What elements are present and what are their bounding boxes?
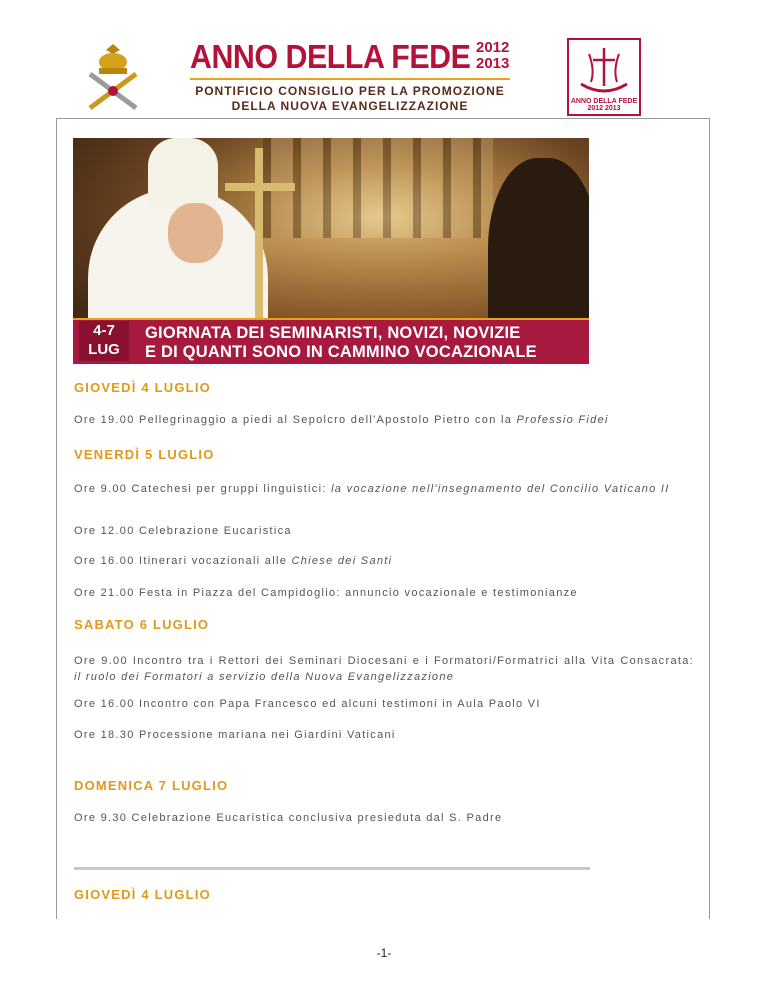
day-heading: VENERDÌ 5 LUGLIO <box>74 447 215 462</box>
day-heading: DOMENICA 7 LUGLIO <box>74 778 229 793</box>
subtitle-line-1: PONTIFICIO CONSIGLIO PER LA PROMOZIONE <box>195 84 505 98</box>
item-text: Ore 9.00 Incontro tra i Rettori dei Seminari Diocesani e i Formatori/Formatrici alla Vita Consacrata: <box>74 655 694 667</box>
pastoral-cross-bar <box>225 183 295 191</box>
day-heading: GIOVEDÌ 4 LUGLIO <box>74 380 211 395</box>
year-range <box>476 40 509 72</box>
title-divider <box>190 78 510 80</box>
year-end: 2013 <box>476 55 510 72</box>
section-divider <box>74 867 590 870</box>
item-text: Ore 18.30 Processione mariana nei Giardini Vaticani <box>74 729 396 741</box>
schedule-item <box>74 553 694 569</box>
header-title-block <box>190 38 520 113</box>
item-text: Ore 9.30 Celebrazione Eucaristica conclusiva presieduta dal S. Padre <box>74 812 503 824</box>
subtitle <box>190 84 510 114</box>
subtitle-line-2: DELLA NUOVA EVANGELIZZAZIONE <box>231 99 469 113</box>
schedule-item <box>74 810 694 826</box>
item-text: Ore 12.00 Celebrazione Eucaristica <box>74 525 292 537</box>
schedule-item <box>74 412 694 428</box>
item-text: Ore 19.00 Pellegrinaggio a piedi al Sepolcro dell'Apostolo Pietro con la <box>74 414 517 426</box>
page-number: -1- <box>376 946 392 960</box>
banner-dates <box>79 321 129 361</box>
year-start: 2012 <box>476 39 510 56</box>
basilica-floor <box>253 238 513 318</box>
item-emphasis: Chiese dei Santi <box>291 555 393 567</box>
logo-caption: ANNO DELLA FEDE 2012 2013 <box>570 98 638 112</box>
item-text: Ore 21.00 Festa in Piazza del Campidoglio: annuncio vocazionale e testimonianze <box>74 587 578 599</box>
banner-caption-line-1: GIORNATA DEI SEMINARISTI, NOVIZI, NOVIZIE <box>145 324 521 342</box>
item-text: Ore 9.00 Catechesi per gruppi linguistici: <box>74 483 332 495</box>
day-heading: SABATO 6 LUGLIO <box>74 617 210 632</box>
mitre <box>148 138 218 208</box>
item-emphasis: Professio Fidei <box>516 414 609 426</box>
page-title: ANNO DELLA FEDE <box>190 38 471 75</box>
item-text: Ore 16.00 Incontro con Papa Francesco ed alcuni testimoni in Aula Paolo VI <box>74 698 541 710</box>
pastoral-cross-icon <box>255 148 263 328</box>
schedule-item <box>74 696 694 712</box>
item-text: Ore 16.00 Itinerari vocazionali alle <box>74 555 292 567</box>
banner-caption <box>145 324 585 362</box>
item-emphasis: il ruolo dei Formatori a servizio della Nuova Evangelizzazione <box>74 671 455 683</box>
schedule-item <box>74 481 694 497</box>
schedule-item <box>74 653 694 685</box>
banner-dates-month: LUG <box>88 341 120 358</box>
banner-caption-line-2: E DI QUANTI SONO IN CAMMINO VOCAZIONALE <box>145 343 537 361</box>
item-emphasis: la vocazione nell'insegnamento del Concilio Vaticano II <box>331 483 670 495</box>
event-banner <box>73 138 589 364</box>
schedule-item <box>74 523 694 539</box>
basilica-arches <box>263 138 493 238</box>
page-header <box>0 0 768 120</box>
year-of-faith-logo <box>567 38 641 116</box>
schedule-item <box>74 727 694 743</box>
pope-face <box>168 203 223 263</box>
schedule-item <box>74 585 694 601</box>
banner-dates-days: 4-7 <box>93 322 115 339</box>
day-heading: GIOVEDÌ 4 LUGLIO <box>74 887 211 902</box>
papal-crest-icon <box>80 40 146 112</box>
boat-cross-icon <box>569 40 639 100</box>
